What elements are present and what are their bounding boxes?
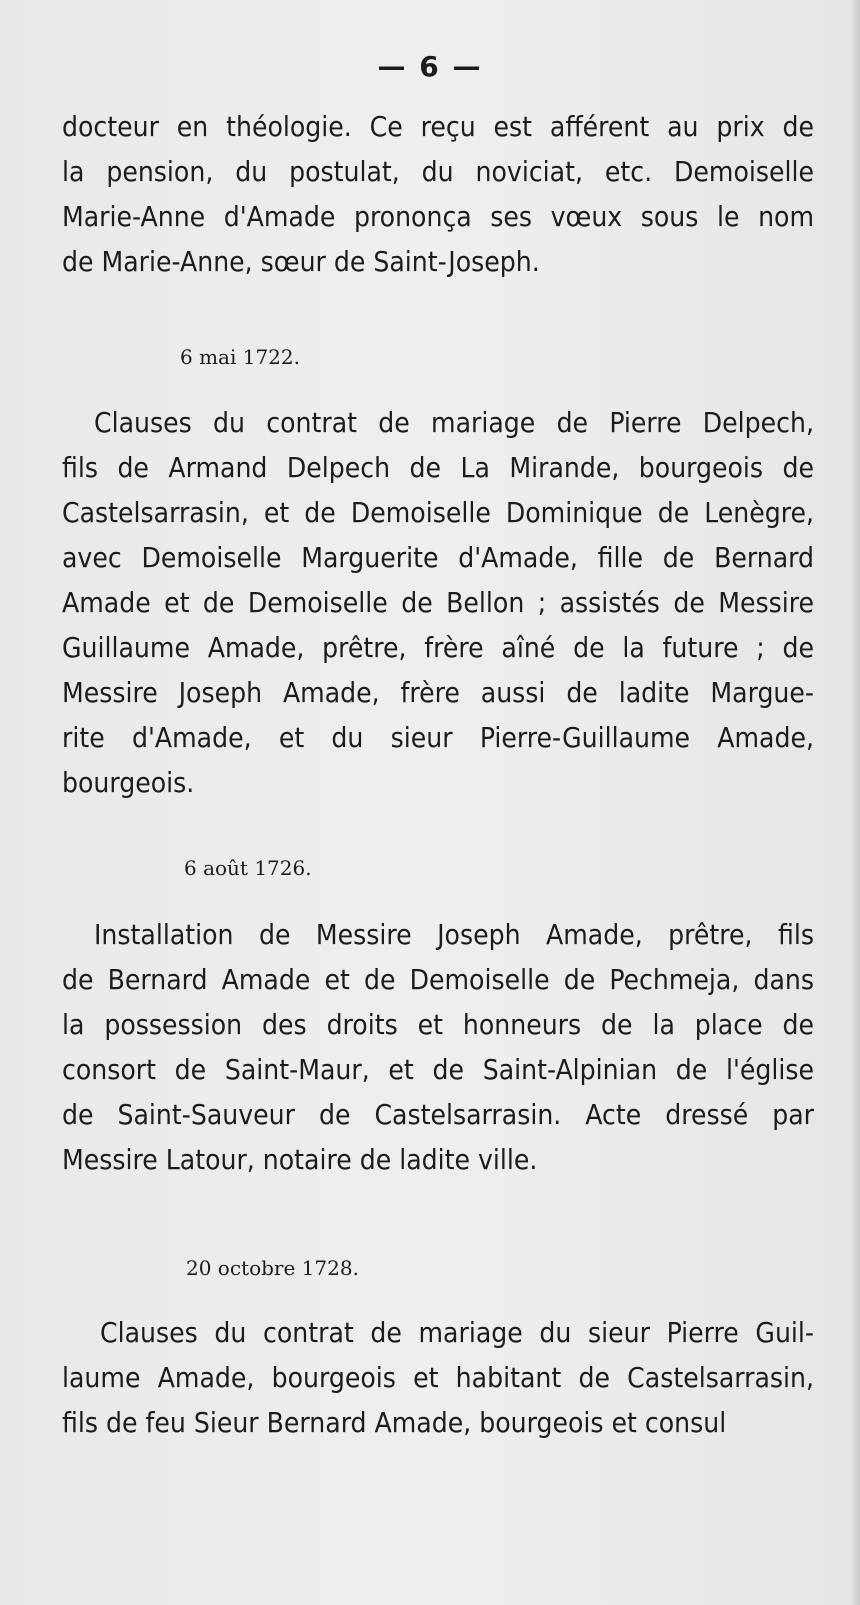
- text-line: fils de Armand Delpech de La Mirande, bourgeois de: [62, 451, 814, 484]
- text-line: consort de Saint-Maur, et de Saint-Alpinian de l'église: [62, 1053, 814, 1086]
- paragraph-4: [62, 1310, 814, 1445]
- text-line: la possession des droits et honneurs de la place de: [62, 1008, 814, 1041]
- text-line: de Marie-Anne, sœur de Saint-Joseph.: [62, 245, 540, 278]
- text-line: la pension, du postulat, du noviciat, etc. Demoiselle: [62, 155, 814, 188]
- page-edge-shadow: [850, 0, 860, 1605]
- text-line: fils de feu Sieur Bernard Amade, bourgeois et consul: [62, 1406, 727, 1439]
- text-line: Installation de Messire Joseph Amade, prêtre, fils: [94, 918, 814, 951]
- text-line: Messire Joseph Amade, frère aussi de ladite Margue-: [62, 676, 814, 709]
- paragraph-2: [62, 400, 814, 805]
- text-line: Clauses du contrat de mariage du sieur Pierre Guil-: [100, 1316, 814, 1349]
- text-line: Clauses du contrat de mariage de Pierre Delpech,: [94, 406, 814, 439]
- date-heading-2: 6 août 1726.: [184, 856, 312, 880]
- text-line: laume Amade, bourgeois et habitant de Castelsarrasin,: [62, 1361, 814, 1394]
- text-line: Marie-Anne d'Amade prononça ses vœux sous le nom: [62, 200, 814, 233]
- text-line: de Bernard Amade et de Demoiselle de Pechmeja, dans: [62, 963, 814, 996]
- text-line: rite d'Amade, et du sieur Pierre-Guillaume Amade,: [62, 721, 814, 754]
- page-number: — 6 —: [377, 50, 483, 83]
- paragraph-1: [62, 104, 814, 284]
- text-line: avec Demoiselle Marguerite d'Amade, fille de Bernard: [62, 541, 814, 574]
- text-line: Amade et de Demoiselle de Bellon ; assistés de Messire: [62, 586, 814, 619]
- text-line: de Saint-Sauveur de Castelsarrasin. Acte dressé par: [62, 1098, 814, 1131]
- text-line: docteur en théologie. Ce reçu est afférent au prix de: [62, 110, 814, 143]
- text-line: Guillaume Amade, prêtre, frère aîné de la future ; de: [62, 631, 814, 664]
- date-heading-1: 6 mai 1722.: [180, 345, 300, 369]
- text-line: bourgeois.: [62, 766, 195, 799]
- paragraph-3: [62, 912, 814, 1182]
- text-line: Messire Latour, notaire de ladite ville.: [62, 1143, 538, 1176]
- date-heading-3: 20 octobre 1728.: [186, 1256, 359, 1280]
- text-line: Castelsarrasin, et de Demoiselle Dominique de Lenègre,: [62, 496, 814, 529]
